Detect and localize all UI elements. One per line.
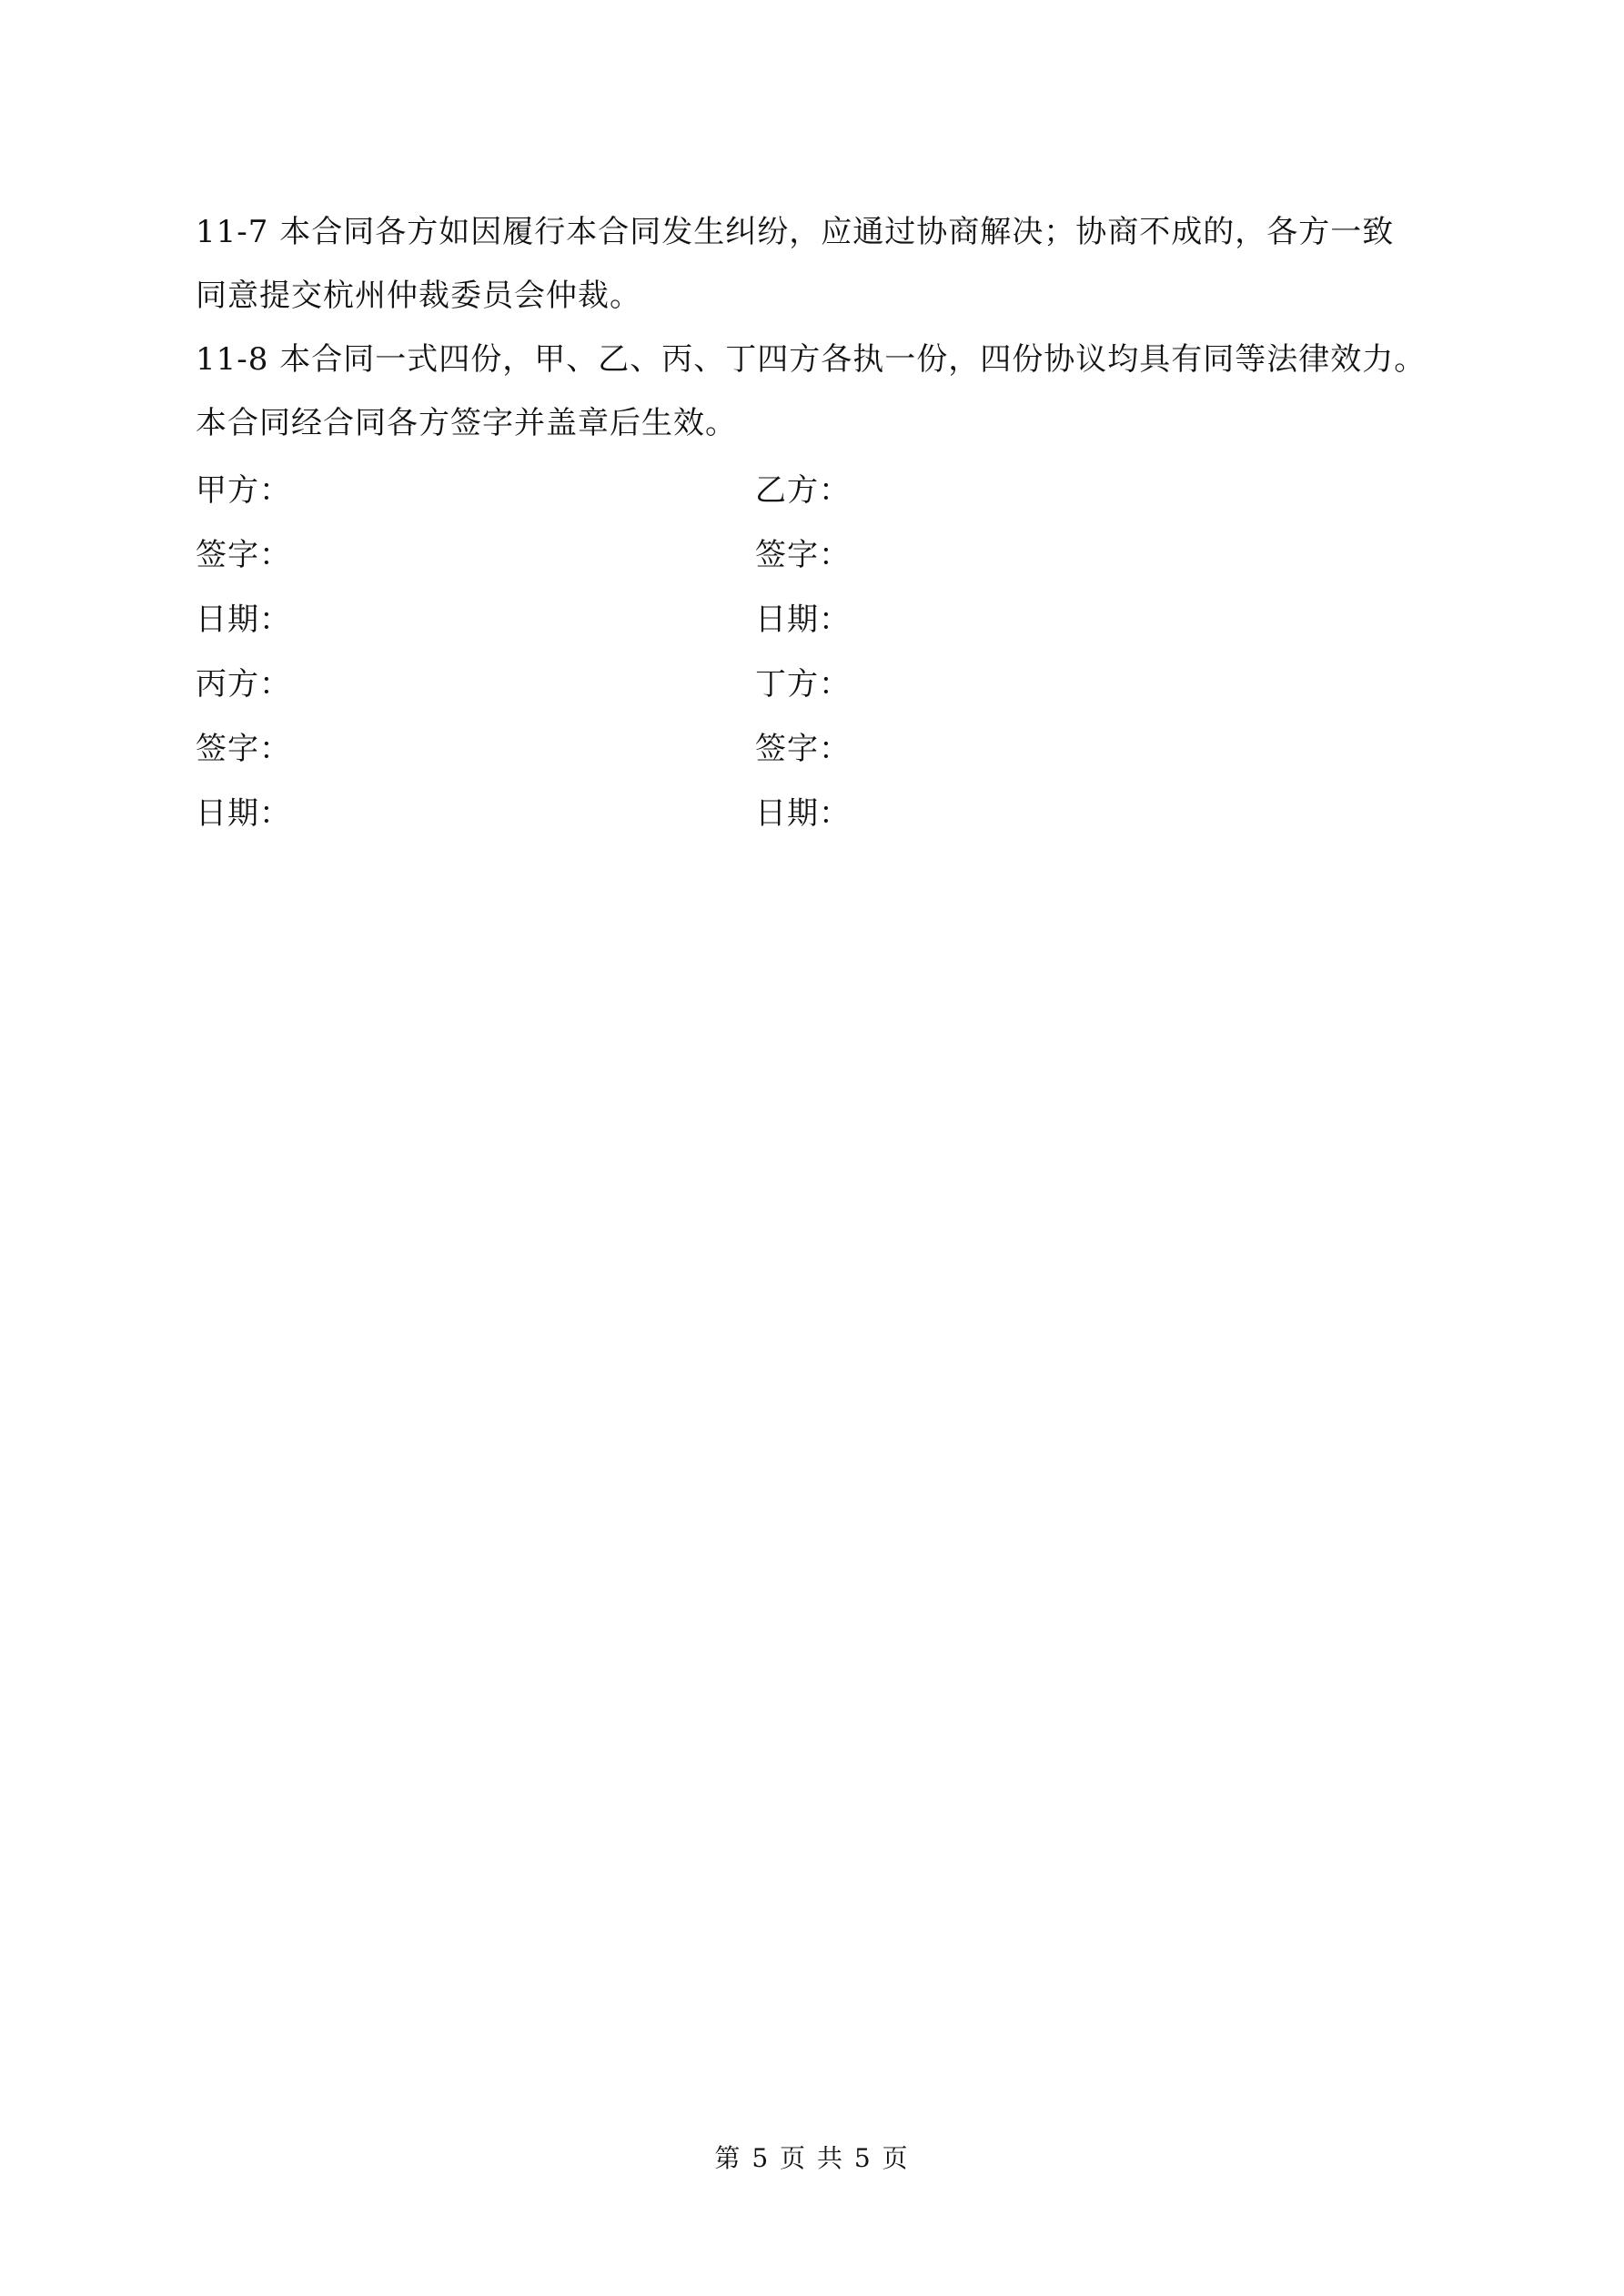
party-d-date-label: 日期： [755,795,851,832]
signature-row-date-cd [196,778,1442,843]
document-body [196,200,1442,843]
page-number-footer: 第 5 页 共 5 页 [714,2143,910,2173]
party-c-signature-label: 签字： [196,731,291,767]
signature-row-sign-ab [196,520,1442,584]
clause-11-8-line-1: 11-8 本合同一式四份，甲、乙、丙、丁四方各执一份，四份协议均具有同等法律效力。 [196,341,1427,378]
party-a-date-label: 日期： [196,602,291,638]
party-c-date-label: 日期： [196,795,291,832]
party-b-date-label: 日期： [755,602,851,638]
party-a-signature-label: 签字： [196,537,291,573]
party-b-label: 乙方： [755,472,851,509]
clause-11-7-line-2: 同意提交杭州仲裁委员会仲裁。 [196,278,641,314]
signature-row-sign-cd [196,713,1442,778]
signature-row-parties-cd [196,649,1442,713]
signature-row-parties-ab [196,455,1442,520]
signature-row-date-ab [196,584,1442,649]
party-c-label: 丙方： [196,666,291,703]
clause-11-7-line-1: 11-7 本合同各方如因履行本合同发生纠纷，应通过协商解决；协商不成的，各方一致 [196,214,1395,250]
party-d-signature-label: 签字： [755,731,851,767]
party-b-signature-label: 签字： [755,537,851,573]
party-d-label: 丁方： [755,666,851,703]
signature-block [196,455,1442,843]
party-a-label: 甲方： [196,472,291,509]
clause-11-8-line-2: 本合同经合同各方签字并盖章后生效。 [196,405,737,441]
